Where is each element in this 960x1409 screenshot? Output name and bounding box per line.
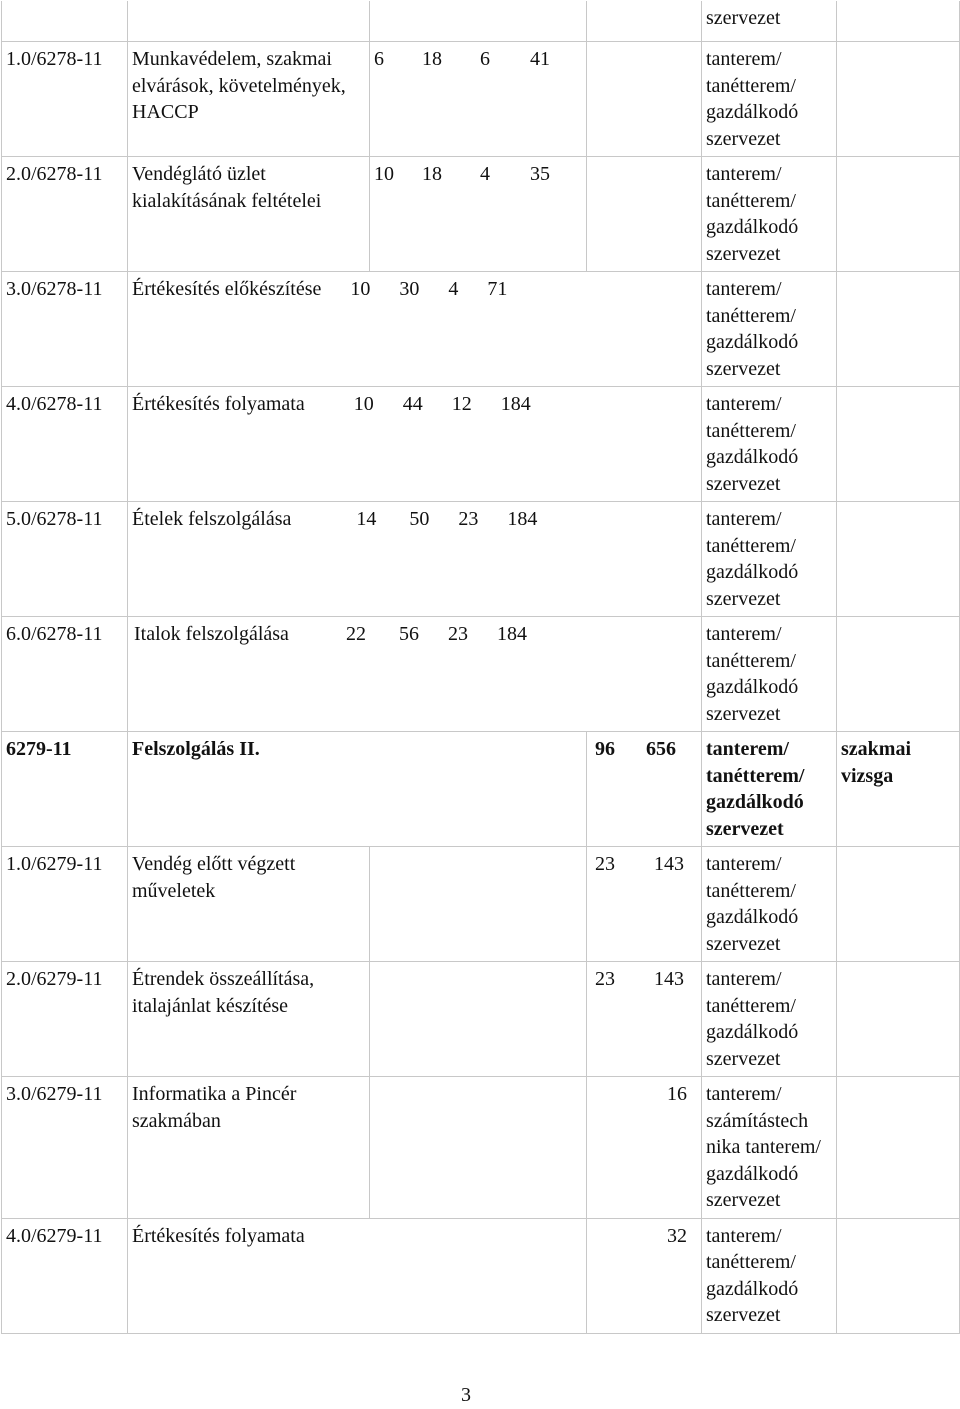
table-row: [2, 157, 960, 272]
hours-6: 32: [667, 1224, 687, 1247]
exam-cell: [837, 272, 960, 387]
table-row: [2, 502, 960, 617]
name-hours-cell: [128, 502, 702, 617]
table-row: [2, 962, 960, 1077]
hours-4: 184: [496, 623, 527, 645]
code-cell: 1.0/6278-11: [2, 42, 128, 157]
place-cell: tanterem/ tanétterem/ gazdálkodó szervezet: [702, 962, 837, 1077]
table-row: [2, 42, 960, 157]
hours-2: 30: [399, 278, 420, 300]
place-cell: szervezet: [702, 1, 837, 42]
table-row: [2, 272, 960, 387]
hours-4: 71: [487, 278, 508, 300]
page-number: 3: [461, 1384, 471, 1406]
hours-3: 23: [458, 508, 479, 530]
table-row: [2, 617, 960, 732]
exam-cell: [837, 157, 960, 272]
name-hours-cell: [128, 617, 702, 732]
code-cell: 1.0/6279-11: [2, 847, 128, 962]
name-cell: Vendéglátó üzlet kialakításának feltételei: [128, 157, 370, 272]
module-hours: [587, 732, 702, 847]
place-cell: tanterem/ tanétterem/ gazdálkodó szervezet: [702, 42, 837, 157]
hours-2: 18: [422, 163, 442, 185]
table-row: [2, 1077, 960, 1219]
hours-1: 10: [374, 163, 394, 185]
code-cell: 6.0/6278-11: [2, 617, 128, 732]
hours-2: 18: [422, 48, 442, 70]
hours-6: 143: [654, 853, 684, 875]
name-cell: Munkavédelem, szakmai elvárások, követelmények, HACCP: [128, 42, 370, 157]
continuation-row: [2, 1, 960, 42]
place-cell: tanterem/ tanétterem/ gazdálkodó szervezet: [702, 502, 837, 617]
hours-6: 16: [667, 1083, 687, 1105]
place-cell: tanterem/ számítástech nika tanterem/ gazdálkodó szervezet: [702, 1077, 837, 1219]
hours-4: 184: [507, 508, 538, 530]
name-cell: Informatika a Pincér szakmában: [128, 1077, 370, 1219]
code-cell: 2.0/6278-11: [2, 157, 128, 272]
hours-1: 10: [353, 393, 374, 415]
place-cell: tanterem/ tanétterem/ gazdálkodó szervezet: [702, 1218, 837, 1333]
place-cell: tanterem/ tanétterem/ gazdálkodó szervezet: [702, 732, 837, 847]
code-cell: 3.0/6278-11: [2, 272, 128, 387]
exam-cell: [837, 502, 960, 617]
code-cell: 4.0/6278-11: [2, 387, 128, 502]
place-cell: tanterem/ tanétterem/ gazdálkodó szervezet: [702, 847, 837, 962]
name-cell: Italok felszolgálása: [134, 623, 289, 645]
name-cell: Értékesítés előkészítése: [132, 278, 322, 300]
code-cell: 4.0/6279-11: [2, 1218, 128, 1333]
hours-6: 656: [646, 738, 676, 760]
hours-cell: [587, 1077, 702, 1219]
exam-cell: [837, 42, 960, 157]
hours-cell: [587, 1218, 702, 1333]
hours-1: 6: [374, 48, 384, 70]
place-cell: tanterem/ tanétterem/ gazdálkodó szervezet: [702, 157, 837, 272]
hours-cell: [587, 962, 702, 1077]
table-row: [2, 1218, 960, 1333]
place-cell: tanterem/ tanétterem/ gazdálkodó szervezet: [702, 272, 837, 387]
name-hours-cell: [128, 387, 702, 502]
hours-5: 23: [595, 968, 615, 990]
curriculum-table: [1, 1, 960, 1334]
name-cell: Vendég előtt végzett műveletek: [128, 847, 370, 962]
hours-1: 14: [356, 508, 377, 530]
exam-cell: [837, 387, 960, 502]
hours-1: 22: [345, 623, 366, 645]
place-cell: tanterem/ tanétterem/ gazdálkodó szervezet: [702, 387, 837, 502]
hours-5: 23: [595, 853, 615, 875]
hours-3: 4: [480, 163, 490, 185]
table-row: [2, 387, 960, 502]
hours-2: 56: [398, 623, 419, 645]
module-row: [2, 732, 960, 847]
code-cell: 2.0/6279-11: [2, 962, 128, 1077]
hours-cell: [587, 847, 702, 962]
hours-2: 50: [409, 508, 430, 530]
name-cell: Értékesítés folyamata: [132, 393, 305, 415]
exam-cell: [837, 617, 960, 732]
hours-1: 10: [350, 278, 371, 300]
hours-4: 35: [530, 163, 550, 185]
name-cell: Ételek felszolgálása: [132, 508, 292, 530]
name-cell: Értékesítés folyamata: [128, 1218, 587, 1333]
hours-4: 184: [500, 393, 531, 415]
hours-2: 44: [402, 393, 423, 415]
hours-cell: [370, 42, 587, 157]
hours-5: 96: [595, 738, 615, 760]
place-cell: tanterem/ tanétterem/ gazdálkodó szervezet: [702, 617, 837, 732]
hours-3: 6: [480, 48, 490, 70]
hours-cell: [370, 157, 587, 272]
name-cell: Étrendek összeállítása, italajánlat készítése: [128, 962, 370, 1077]
code-cell: 3.0/6279-11: [2, 1077, 128, 1219]
name-hours-cell: [128, 272, 702, 387]
hours-3: 23: [447, 623, 468, 645]
hours-3: 4: [448, 278, 459, 300]
code-cell: 5.0/6278-11: [2, 502, 128, 617]
exam-cell: szakmai vizsga: [837, 732, 960, 847]
hours-4: 41: [530, 48, 550, 70]
table-row: [2, 847, 960, 962]
module-name: Felszolgálás II.: [128, 732, 587, 847]
module-code: 6279-11: [2, 732, 128, 847]
hours-3: 12: [451, 393, 472, 415]
hours-6: 143: [654, 968, 684, 990]
